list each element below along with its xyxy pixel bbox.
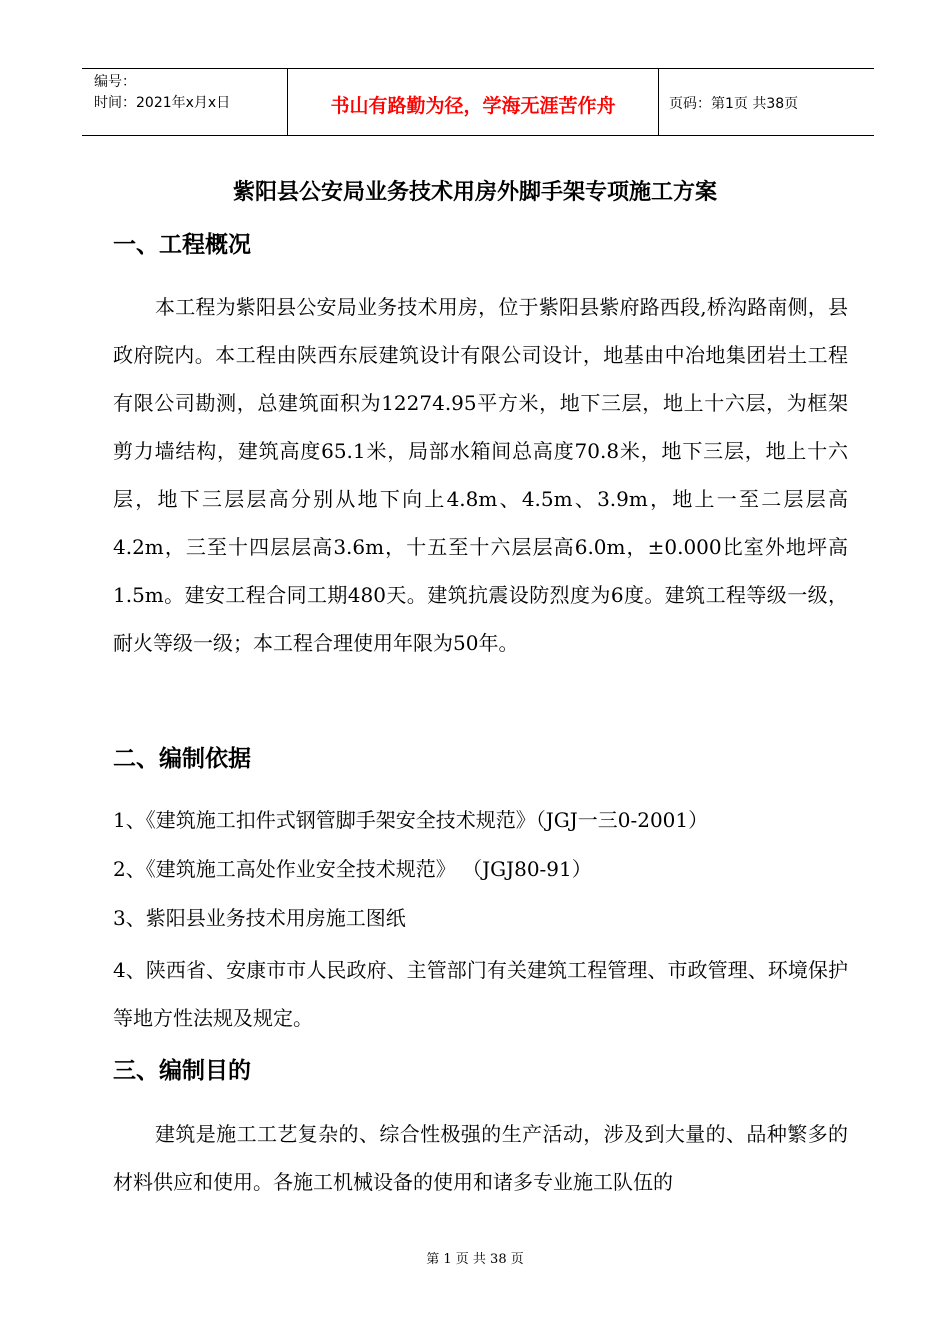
document-header [82, 68, 874, 136]
basis-item-2: 2、《建筑施工高处作业安全技术规范》 （JGJ80-91） [113, 857, 592, 881]
number-label: 编号： [94, 74, 136, 90]
section-heading-overview: 一、工程概况 [113, 232, 251, 258]
basis-item-4: 4、陕西省、安康市市人民政府、主管部门有关建筑工程管理、市政管理、环境保护等地方性法规及规定。 [113, 958, 848, 1030]
header-page-info: 页码：第1页 共38页 [669, 96, 799, 112]
page-footer: 第 1 页 共 38 页 [426, 1252, 524, 1267]
overview-paragraph: 本工程为紫阳县公安局业务技术用房，位于紫阳县紫府路西段,桥沟路南侧，县政府院内。本工程由陕西东辰建筑设计有限公司设计，地基由中冶地集团岩土工程有限公司勘测，总建筑面积为12274.95平方米，地下三层，地上十六层，为框架剪力墙结构，建筑高度65.1米，局部水箱间总高度70.8米，地下三层，地上十六层，地下三层层高分别从地下向上4.8m、4.5m、3.9m，地上一至二层层高4.2m，三至十四层层高3.6m，十五至十六层层高6.0m，±0.000比室外地坪高1.5m。建安工程合同工期480天。建筑抗震设防烈度为6度。建筑工程等级一级，耐火等级一级；本工程合理使用年限为50年。 [113, 295, 848, 655]
purpose-paragraph: 建筑是施工工艺复杂的、综合性极强的生产活动，涉及到大量的、品种繁多的材料供应和使用。各施工机械设备的使用和诸多专业施工队伍的 [113, 1122, 848, 1194]
section-heading-basis: 二、编制依据 [113, 746, 251, 772]
document-title: 紫阳县公安局业务技术用房外脚手架专项施工方案 [232, 180, 717, 205]
date-label: 时间：2021年x月x日 [94, 95, 231, 111]
basis-item-1: 1、《建筑施工扣件式钢管脚手架安全技术规范》（JGJ一三0-2001） [113, 808, 709, 832]
header-meta [82, 69, 287, 135]
basis-item-3: 3、紫阳县业务技术用房施工图纸 [113, 906, 406, 930]
header-motto: 书山有路勤为径，学海无涯苦作舟 [287, 69, 659, 135]
section-heading-purpose: 三、编制目的 [113, 1058, 251, 1084]
